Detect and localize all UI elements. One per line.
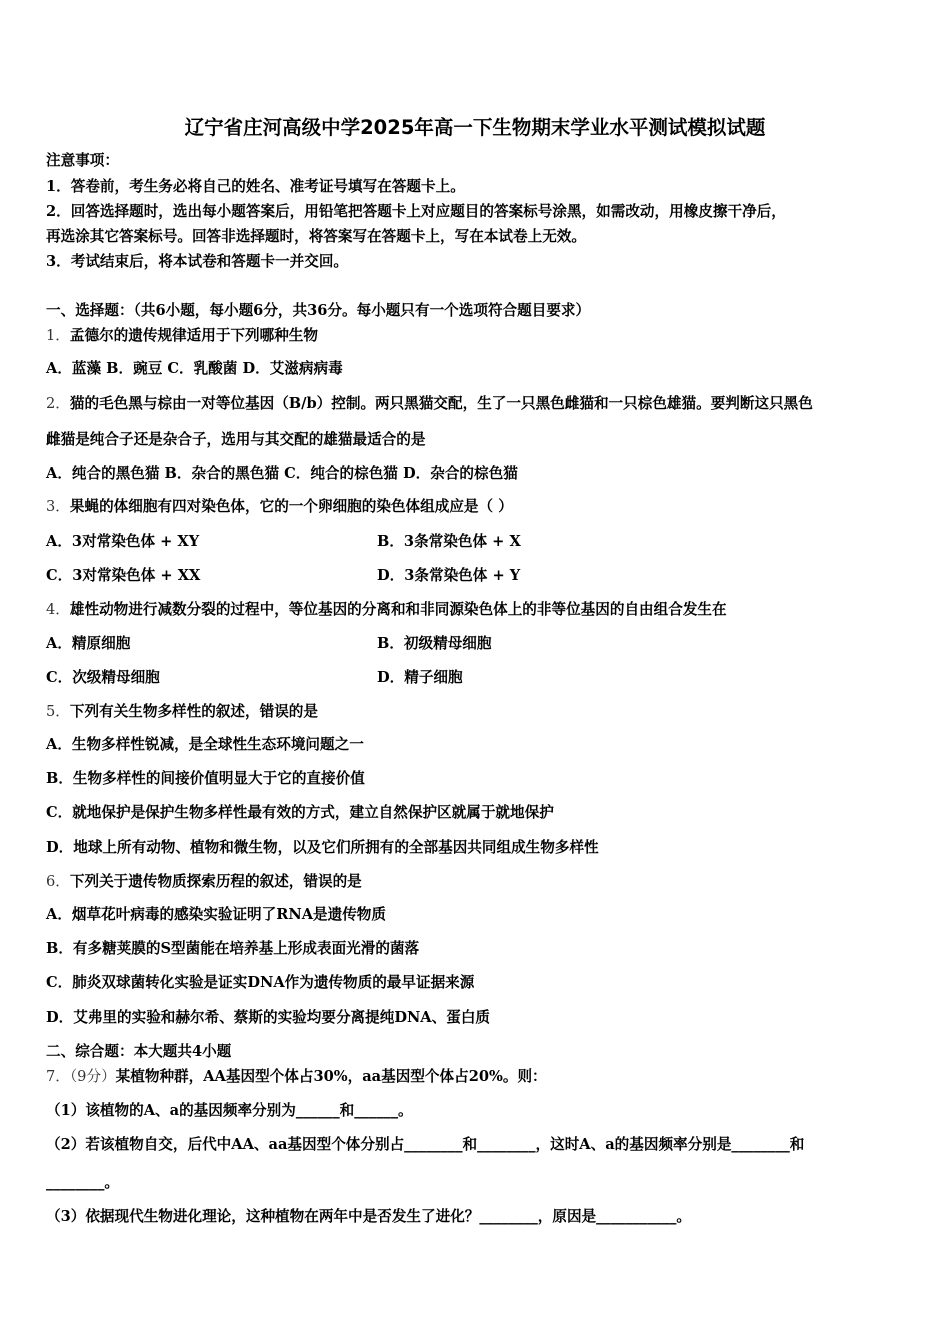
question-number: 3． [46, 498, 70, 515]
question-number: 2． [46, 395, 70, 412]
notice-item-3: 3．考试结束后，将本试卷和答题卡一并交回。 [46, 253, 349, 270]
question-4-option-b: B．初级精母细胞 [377, 635, 492, 652]
question-2 [46, 394, 813, 414]
question-stem: 雄性动物进行减数分裂的过程中，等位基因的分离和和非同源染色体上的非等位基因的自由组合发生在 [69, 601, 727, 618]
question-7-part-1: （1）该植物的A、a的基因频率分别为______和______。 [46, 1102, 413, 1119]
question-4-option-c: C．次级精母细胞 [46, 669, 160, 686]
question-7 [46, 1067, 547, 1087]
question-5-option-c: C．就地保护是保护生物多样性最有效的方式，建立自然保护区就属于就地保护 [46, 804, 554, 821]
notice-heading: 注意事项： [46, 152, 119, 169]
question-7-part-2-cont: ________。 [46, 1174, 119, 1191]
question-number: 4． [46, 601, 70, 618]
question-6-option-c: C．肺炎双球菌转化实验是证实DNA作为遗传物质的最早证据来源 [46, 974, 475, 991]
question-stem: 猫的毛色黑与棕由一对等位基因（B/b）控制。两只黑猫交配，生了一只黑色雌猫和一只棕色雄猫。要判断这只黑色 [69, 395, 813, 412]
question-score: （9分） [69, 1068, 116, 1085]
notice-item-1: 1．答卷前，考生务必将自己的姓名、准考证号填写在答题卡上。 [46, 178, 465, 195]
section1-heading: 一、选择题：（共6小题，每小题6分，共36分。每小题只有一个选项符合题目要求） [46, 302, 591, 319]
question-3 [46, 497, 513, 517]
question-number: 6． [46, 873, 70, 890]
question-5 [46, 702, 318, 722]
question-number: 1． [46, 327, 70, 344]
question-3-option-d: D．3条常染色体 + Y [377, 567, 521, 584]
question-2-options: A．纯合的黑色猫 B．杂合的黑色猫 C．纯合的棕色猫 D．杂合的棕色猫 [46, 465, 518, 482]
notice-item-2: 2．回答选择题时，选出每小题答案后，用铅笔把答题卡上对应题目的答案标号涂黑，如需改动，用橡皮擦干净后， [46, 203, 786, 220]
notice-item-2-cont: 再选涂其它答案标号。回答非选择题时，将答案写在答题卡上，写在本试卷上无效。 [46, 228, 586, 245]
section2-heading: 二、综合题：本大题共4小题 [46, 1043, 232, 1060]
question-1-options: A．蓝藻 B．豌豆 C．乳酸菌 D．艾滋病病毒 [46, 360, 343, 377]
question-6-option-d: D．艾弗里的实验和赫尔希、蔡斯的实验均要分离提纯DNA、蛋白质 [46, 1009, 491, 1026]
question-6-option-a: A．烟草花叶病毒的感染实验证明了RNA是遗传物质 [46, 906, 386, 923]
question-4-option-a: A．精原细胞 [46, 635, 131, 652]
question-3-option-a: A．3对常染色体 + XY [46, 533, 200, 550]
question-5-option-a: A．生物多样性锐减，是全球性生态环境问题之一 [46, 736, 364, 753]
question-2-stem-cont: 雌猫是纯合子还是杂合子，选用与其交配的雄猫最适合的是 [46, 431, 426, 448]
question-6 [46, 872, 362, 892]
question-stem: 果蝇的体细胞有四对染色体，它的一个卵细胞的染色体组成应是（ ） [69, 498, 513, 515]
question-7-part-3: （3）依据现代生物进化理论，这种植物在两年中是否发生了进化？________，原因是___________。 [46, 1208, 691, 1225]
question-5-option-b: B．生物多样性的间接价值明显大于它的直接价值 [46, 770, 365, 787]
question-3-option-b: B．3条常染色体 + X [377, 533, 521, 550]
question-number: 5． [46, 703, 70, 720]
question-7-part-2: （2）若该植物自交，后代中AA、aa基因型个体分别占________和________，这时A、a的基因频率分别是________和 [46, 1136, 805, 1153]
question-3-option-c: C．3对常染色体 + XX [46, 567, 201, 584]
question-4 [46, 600, 727, 620]
question-1 [46, 326, 318, 346]
page-title: 辽宁省庄河高级中学2025年高一下生物期末学业水平测试模拟试题 [184, 116, 766, 139]
question-number: 7． [46, 1068, 70, 1085]
question-6-option-b: B．有多糖荚膜的S型菌能在培养基上形成表面光滑的菌落 [46, 940, 420, 957]
question-5-option-d: D．地球上所有动物、植物和微生物，以及它们所拥有的全部基因共同组成生物多样性 [46, 839, 599, 856]
question-4-option-d: D．精子细胞 [377, 669, 463, 686]
question-stem: 某植物种群，AA基因型个体占30%，aa基因型个体占20%。则： [115, 1068, 547, 1085]
question-stem: 下列关于遗传物质探索历程的叙述，错误的是 [69, 873, 362, 890]
question-stem: 孟德尔的遗传规律适用于下列哪种生物 [69, 327, 318, 344]
question-stem: 下列有关生物多样性的叙述，错误的是 [69, 703, 318, 720]
